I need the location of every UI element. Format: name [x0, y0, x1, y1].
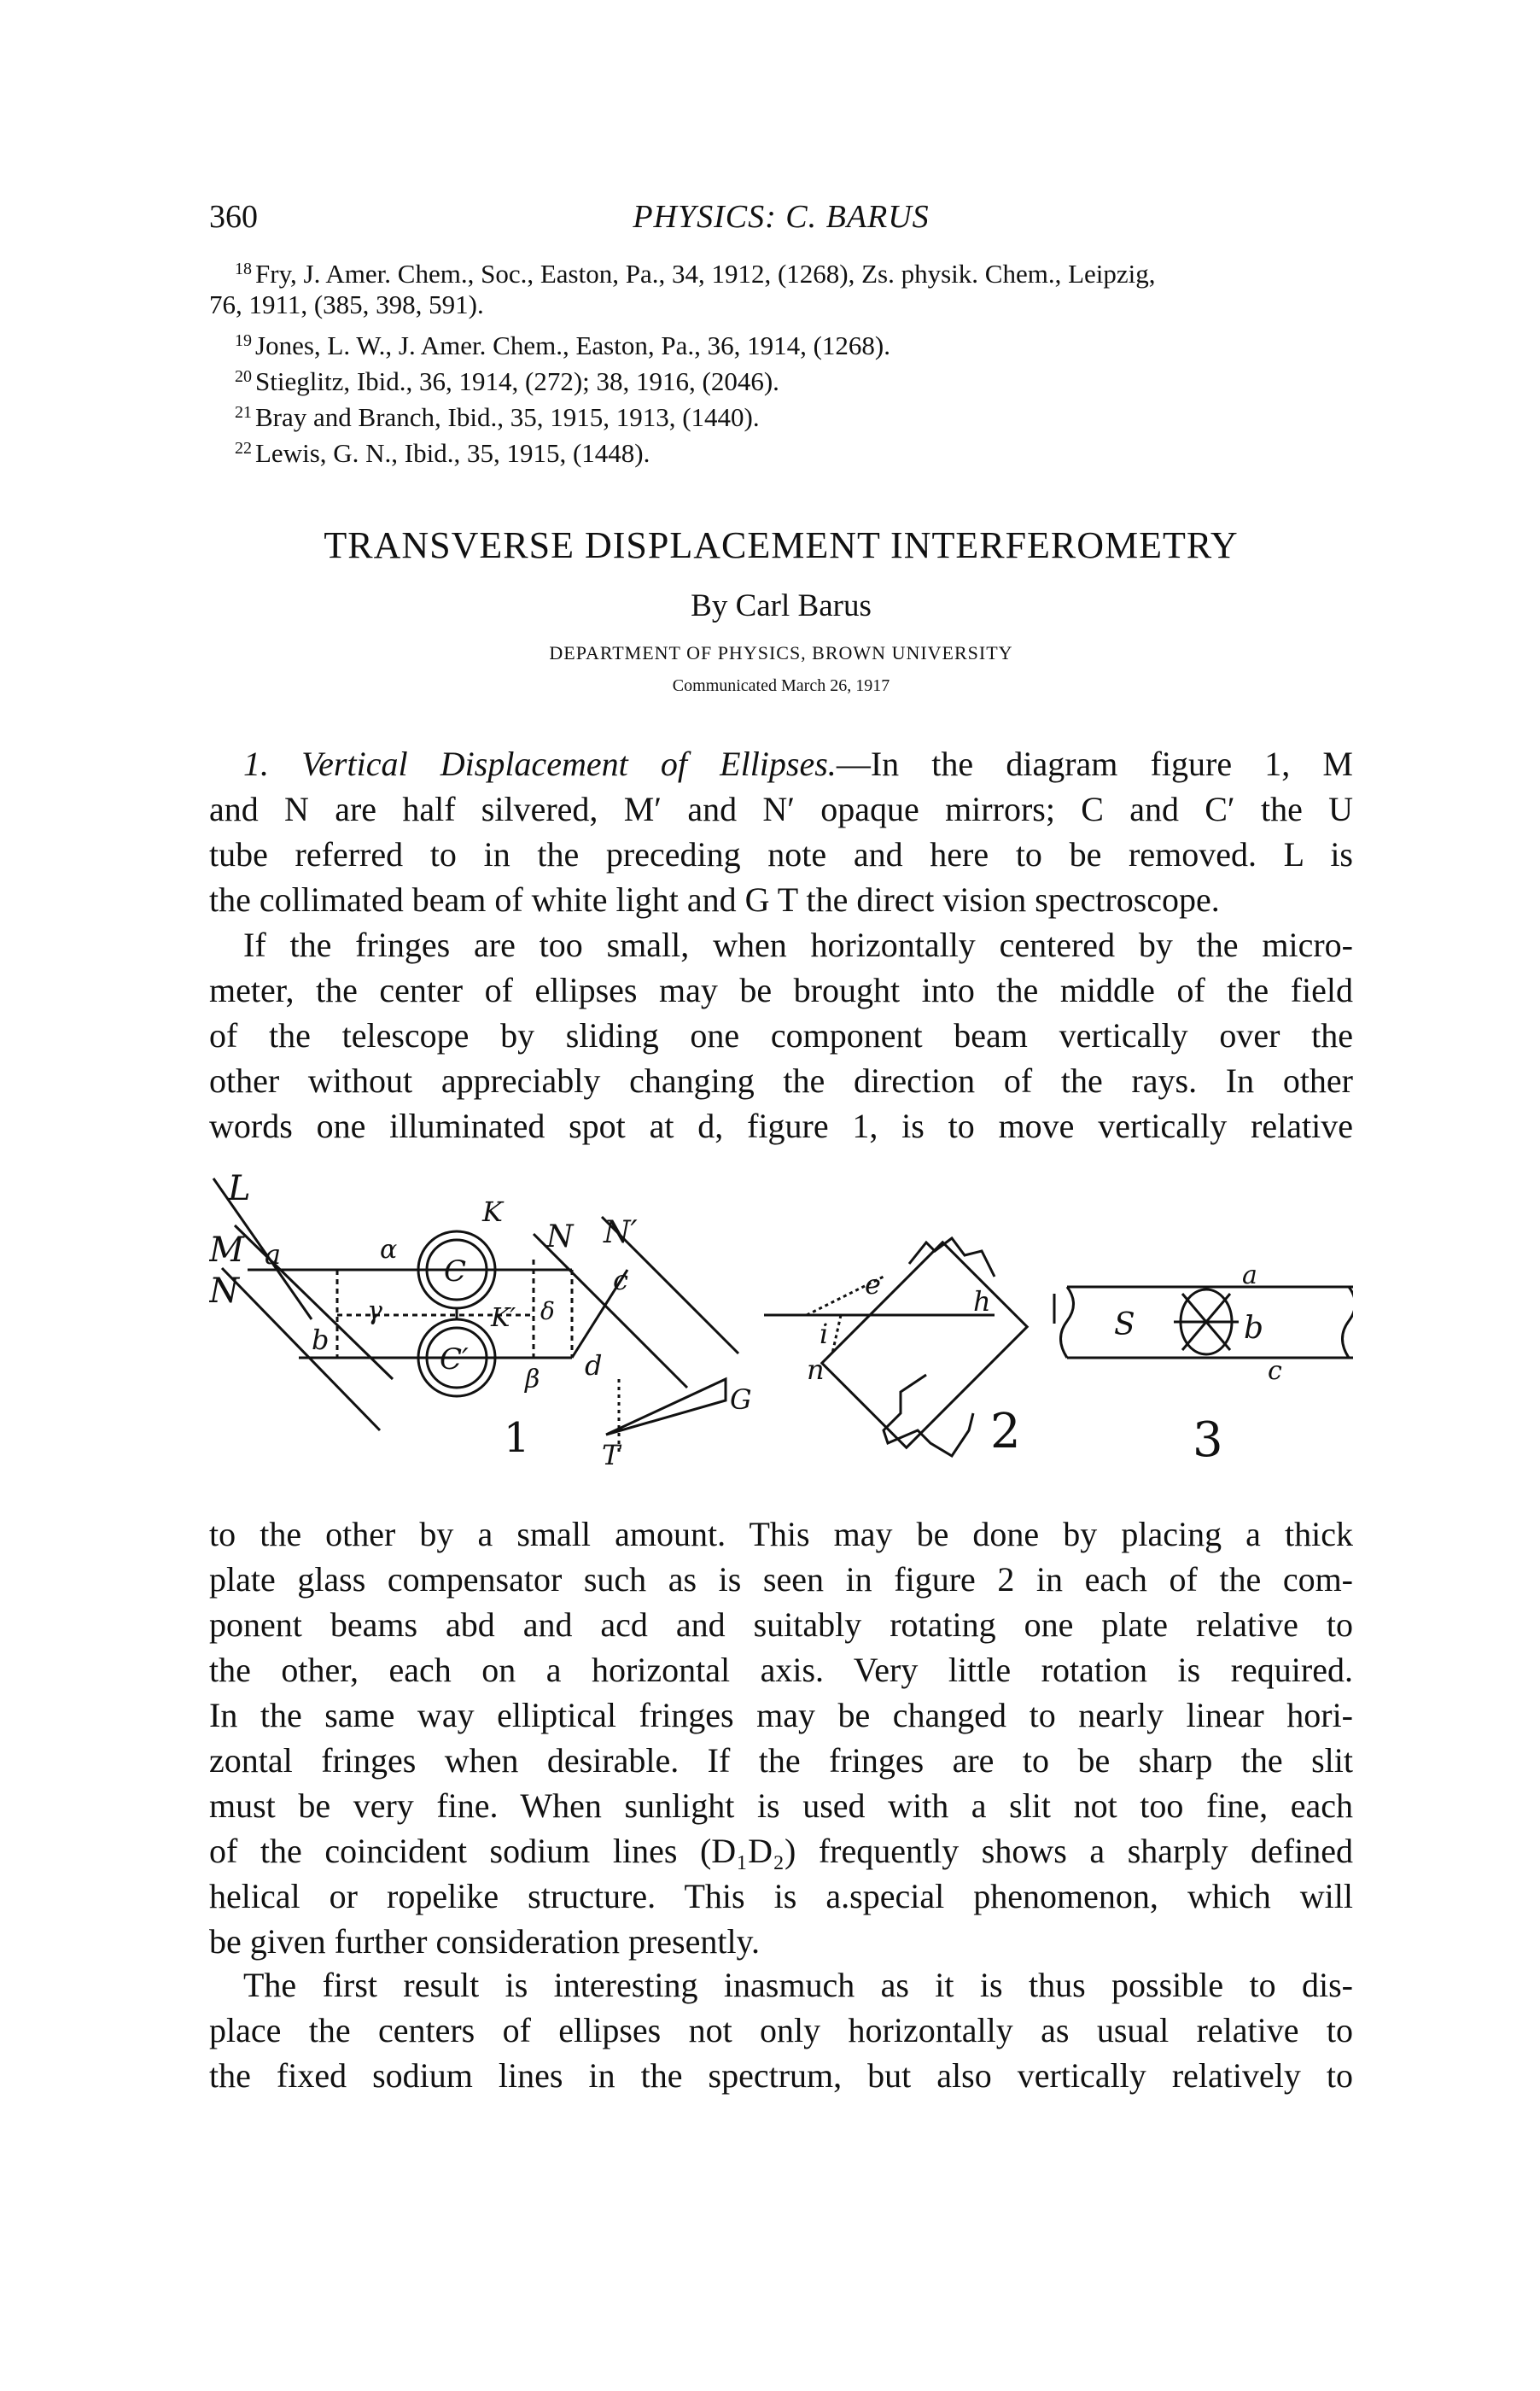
fig1-number: 1 [504, 1414, 530, 1462]
fig1-label-C-prime: C′ [440, 1342, 469, 1377]
fig1-label-gamma: γ [367, 1296, 382, 1326]
text-line: zontal fringes when desirable. If the fringes are to be sharp the slit [209, 1741, 1353, 1780]
fig3-right-break [1343, 1287, 1354, 1358]
text-line: the collimated beam of white light and G T the direct vision spectroscope. [209, 880, 1220, 919]
text-line: —In the diagram figure 1, M [836, 745, 1353, 783]
footnote-19 [209, 323, 1353, 364]
page-number: 360 [209, 199, 258, 235]
article-title: TRANSVERSE DISPLACEMENT INTERFEROMETRY [324, 524, 1239, 566]
fig3-left-break [1061, 1287, 1074, 1358]
paragraph-3 [209, 1511, 1353, 1964]
text-line: other without appreciably changing the direction of the rays. In other [209, 1061, 1353, 1100]
footnote-text: Fry, J. Amer. Chem., Soc., Easton, Pa., 34, 1912, (1268), Zs. physik. Chem., Leipzig, [255, 259, 1156, 289]
footnote-text: Jones, L. W., J. Amer. Chem., Easton, Pa., 36, 1914, (1268). [255, 330, 890, 360]
article-department: DEPARTMENT OF PHYSICS, BROWN UNIVERSITY [549, 642, 1013, 664]
footnote-22 [209, 430, 1353, 471]
figure-1 [213, 1178, 738, 1456]
fig3-label-a: a [1242, 1260, 1257, 1290]
article-byline: By Carl Barus [691, 588, 872, 623]
fig1-label-N: N [209, 1271, 239, 1311]
fig3-label-b: b [1244, 1311, 1264, 1346]
text-line: The first result is interesting inasmuch as it is thus possible to dis- [243, 1966, 1353, 2004]
text-line: If the fringes are too small, when horizontally centered by the micro- [243, 926, 1353, 964]
fig2-label-i: i [820, 1318, 829, 1350]
mirror-M-prime [534, 1234, 687, 1388]
footnote-text: 76, 1911, (385, 398, 591). [209, 289, 484, 319]
footnote-number: 19 [235, 331, 252, 350]
paragraph-2 [209, 922, 1353, 1149]
compensator-outline [884, 1375, 973, 1456]
text-line: be given further consideration presently. [209, 1922, 760, 1961]
text-line: place the centers of ellipses not only horizontally as usual relative to [209, 2011, 1353, 2049]
article-communicated: Communicated March 26, 1917 [672, 676, 890, 695]
fig3-number: 3 [1193, 1412, 1223, 1468]
footnote-number: 22 [235, 439, 252, 458]
footnote-number: 18 [235, 260, 252, 278]
fig2-label-h: h [973, 1285, 991, 1318]
text-line: of the telescope by sliding one component beam vertically over the [209, 1016, 1353, 1055]
fig1-label-C: C [444, 1254, 467, 1289]
fig2-label-n: n [807, 1353, 825, 1386]
fig1-label-G: G [730, 1383, 752, 1416]
text-line: and N are half silvered, M′ and N′ opaque mirrors; C and C′ the U [209, 790, 1353, 828]
text-line: meter, the center of ellipses may be brought into the middle of the field [209, 971, 1353, 1009]
text-line: ponent beams abd and acd and suitably rotating one plate relative to [209, 1605, 1353, 1644]
footnote-number: 20 [235, 367, 252, 386]
footnote-20 [209, 359, 1353, 400]
fig3-label-c: c [1268, 1356, 1282, 1386]
fig2-label-e: e [865, 1268, 881, 1301]
text-line: tube referred to in the preceding note and here to be removed. L is [209, 835, 1353, 874]
telescope-T [606, 1379, 726, 1435]
fig1-label-beta: β [525, 1365, 540, 1394]
text-line: of the coincident sodium lines (D₁D₂) frequently shows a sharply defined [209, 1832, 1353, 1870]
interferometer-figure [209, 1174, 1353, 1482]
fig1-label-d: d [585, 1349, 603, 1382]
text-line: words one illuminated spot at d, figure 1, is to move vertically relative [209, 1107, 1353, 1145]
fig1-label-N-top: N [546, 1219, 574, 1254]
fig1-label-T: T [602, 1439, 621, 1471]
figure-3 [1061, 1287, 1354, 1358]
paragraph-1 [209, 741, 1353, 922]
running-title: PHYSICS: C. BARUS [633, 199, 930, 235]
fig1-label-L: L [228, 1174, 251, 1208]
footnote-18 [209, 251, 1353, 292]
compensator-top-outline [909, 1238, 995, 1277]
fig1-label-delta: δ [540, 1297, 555, 1325]
fig1-label-M: M [209, 1231, 244, 1270]
fig1-label-N-prime: N′ [604, 1215, 638, 1250]
text-line: the other, each on a horizontal axis. Very little rotation is required. [209, 1651, 1353, 1689]
text-line: helical or ropelike structure. This is a.special phenomenon, which will [209, 1877, 1353, 1915]
fig1-label-c: c [613, 1264, 628, 1296]
mirror-N [222, 1268, 380, 1430]
fig1-label-alpha: α [380, 1235, 398, 1265]
text-line: the fixed sodium lines in the spectrum, but also vertically relatively to [209, 2056, 1353, 2095]
fig2-number: 2 [990, 1404, 1021, 1459]
fig1-label-b: b [312, 1324, 330, 1356]
running-header [209, 198, 1353, 241]
fig1-label-K: K [482, 1196, 503, 1228]
footnote-18-cont [209, 287, 1353, 323]
fig3-label-S: S [1114, 1307, 1135, 1342]
fig1-label-a: a [265, 1238, 282, 1271]
section-heading: 1. Vertical Displacement of Ellipses. [243, 745, 837, 783]
text-line: In the same way elliptical fringes may be changed to nearly linear hori- [209, 1696, 1353, 1734]
footnote-21 [209, 395, 1353, 436]
text-line: to the other by a small amount. This may be done by placing a thick [209, 1515, 1353, 1553]
footnote-text: Lewis, G. N., Ibid., 35, 1915, (1448). [255, 438, 650, 468]
footnote-text: Stieglitz, Ibid., 36, 1914, (272); 38, 1916, (2046). [255, 366, 779, 396]
text-line: plate glass compensator such as is seen in figure 2 in each of the com- [209, 1560, 1353, 1599]
text-line: must be very fine. When sunlight is used with a slit not too fine, each [209, 1786, 1353, 1825]
paragraph-4 [209, 1962, 1353, 2098]
footnote-number: 21 [235, 403, 252, 422]
fig1-label-K-prime: K′ [491, 1303, 516, 1333]
footnote-text: Bray and Branch, Ibid., 35, 1915, 1913, (1440). [255, 402, 760, 432]
